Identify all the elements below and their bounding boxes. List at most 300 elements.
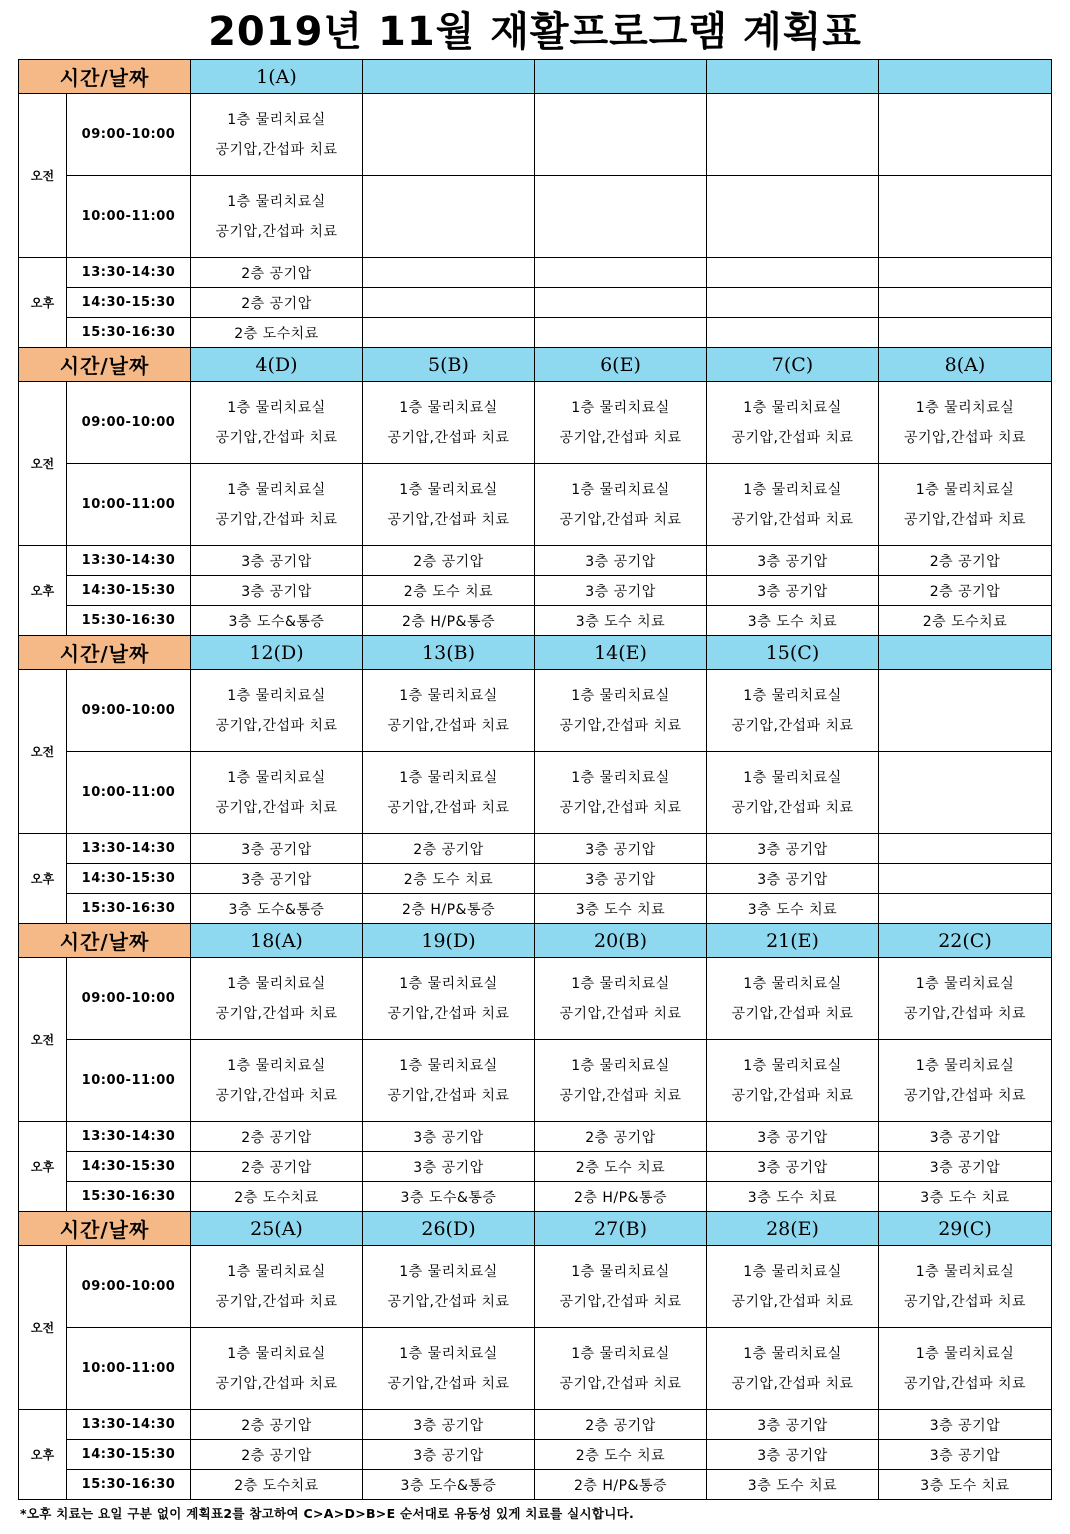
schedule-cell xyxy=(707,94,879,176)
schedule-cell: 3층 공기압 xyxy=(191,864,363,894)
date-cell: 28(E) xyxy=(707,1212,879,1246)
date-cell xyxy=(363,60,535,94)
date-cell: 26(D) xyxy=(363,1212,535,1246)
period-afternoon: 오후 xyxy=(19,834,67,924)
cell-location: 1층 물리치료실 xyxy=(743,1263,842,1280)
schedule-cell xyxy=(707,382,879,464)
schedule-cell xyxy=(191,94,363,176)
schedule-cell xyxy=(535,258,707,288)
afternoon-row xyxy=(19,258,1052,288)
cell-location: 1층 물리치료실 xyxy=(399,399,498,416)
morning-row xyxy=(19,752,1052,834)
date-cell: 22(C) xyxy=(879,924,1052,958)
schedule-cell xyxy=(879,288,1052,318)
schedule-cell xyxy=(707,288,879,318)
schedule-cell xyxy=(879,1246,1052,1328)
period-morning: 오전 xyxy=(19,94,67,258)
time-slot: 15:30-16:30 xyxy=(67,318,191,348)
schedule-cell: 3층 도수&통증 xyxy=(363,1182,535,1212)
cell-treatment: 공기압,간섭파 치료 xyxy=(559,1005,682,1022)
date-cell: 1(A) xyxy=(191,60,363,94)
schedule-cell xyxy=(191,464,363,546)
time-date-header: 시간/날짜 xyxy=(19,636,191,670)
time-date-header: 시간/날짜 xyxy=(19,924,191,958)
time-date-header: 시간/날짜 xyxy=(19,1212,191,1246)
cell-location: 1층 물리치료실 xyxy=(571,769,670,786)
cell-location: 1층 물리치료실 xyxy=(571,975,670,992)
time-slot: 15:30-16:30 xyxy=(67,606,191,636)
time-slot: 09:00-10:00 xyxy=(67,670,191,752)
cell-treatment: 공기압,간섭파 치료 xyxy=(387,511,510,528)
cell-location: 1층 물리치료실 xyxy=(915,1263,1015,1280)
week-header-row xyxy=(19,348,1052,382)
cell-location: 1층 물리치료실 xyxy=(571,399,670,416)
afternoon-row xyxy=(19,864,1052,894)
schedule-cell xyxy=(879,94,1052,176)
time-date-header: 시간/날짜 xyxy=(19,348,191,382)
cell-location: 1층 물리치료실 xyxy=(571,1263,670,1280)
schedule-cell: 2층 H/P&통증 xyxy=(363,606,535,636)
cell-treatment: 공기압,간섭파 치료 xyxy=(559,1293,682,1310)
cell-treatment: 공기압,간섭파 치료 xyxy=(559,717,682,734)
cell-treatment: 공기압,간섭파 치료 xyxy=(903,1293,1027,1310)
time-slot: 09:00-10:00 xyxy=(67,1246,191,1328)
cell-treatment: 공기압,간섭파 치료 xyxy=(387,1375,510,1392)
schedule-cell: 2층 도수치료 xyxy=(191,1182,363,1212)
period-morning: 오전 xyxy=(19,382,67,546)
schedule-cell xyxy=(879,670,1052,752)
schedule-cell xyxy=(363,752,535,834)
afternoon-row xyxy=(19,546,1052,576)
time-slot: 10:00-11:00 xyxy=(67,1328,191,1410)
morning-row xyxy=(19,464,1052,546)
schedule-cell xyxy=(191,176,363,258)
schedule-cell xyxy=(363,382,535,464)
schedule-cell xyxy=(363,258,535,288)
schedule-cell xyxy=(363,464,535,546)
schedule-cell xyxy=(879,318,1052,348)
date-cell xyxy=(535,60,707,94)
schedule-cell xyxy=(363,1040,535,1122)
schedule-cell: 2층 도수치료 xyxy=(191,1470,363,1500)
cell-treatment: 공기압,간섭파 치료 xyxy=(387,799,510,816)
time-slot: 14:30-15:30 xyxy=(67,288,191,318)
schedule-cell: 2층 공기압 xyxy=(535,1410,707,1440)
schedule-cell: 3층 공기압 xyxy=(535,864,707,894)
schedule-cell: 3층 공기압 xyxy=(707,864,879,894)
schedule-cell xyxy=(363,94,535,176)
morning-row xyxy=(19,382,1052,464)
afternoon-row xyxy=(19,834,1052,864)
cell-treatment: 공기압,간섭파 치료 xyxy=(559,799,682,816)
date-cell: 8(A) xyxy=(879,348,1052,382)
time-slot: 13:30-14:30 xyxy=(67,1410,191,1440)
cell-treatment: 공기압,간섭파 치료 xyxy=(559,511,682,528)
cell-treatment: 공기압,간섭파 치료 xyxy=(215,799,338,816)
cell-treatment: 공기압,간섭파 치료 xyxy=(387,1005,510,1022)
schedule-cell xyxy=(191,670,363,752)
schedule-cell xyxy=(535,176,707,258)
schedule-cell: 3층 공기압 xyxy=(707,1122,879,1152)
schedule-cell xyxy=(879,258,1052,288)
schedule-cell: 2층 공기압 xyxy=(535,1122,707,1152)
schedule-cell: 2층 도수치료 xyxy=(191,318,363,348)
cell-treatment: 공기압,간섭파 치료 xyxy=(387,1087,510,1104)
date-cell: 4(D) xyxy=(191,348,363,382)
schedule-cell: 3층 공기압 xyxy=(535,834,707,864)
date-cell xyxy=(707,60,879,94)
cell-location: 1층 물리치료실 xyxy=(743,1057,842,1074)
cell-location: 1층 물리치료실 xyxy=(915,1345,1015,1362)
cell-location: 1층 물리치료실 xyxy=(571,687,670,704)
afternoon-row xyxy=(19,894,1052,924)
schedule-cell xyxy=(879,176,1052,258)
cell-treatment: 공기압,간섭파 치료 xyxy=(731,717,854,734)
schedule-cell: 2층 H/P&통증 xyxy=(363,894,535,924)
schedule-cell xyxy=(879,1328,1052,1410)
cell-treatment: 공기압,간섭파 치료 xyxy=(731,1293,854,1310)
schedule-cell xyxy=(191,1328,363,1410)
schedule-cell xyxy=(191,752,363,834)
afternoon-row xyxy=(19,1470,1052,1500)
afternoon-row xyxy=(19,1440,1052,1470)
date-cell: 5(B) xyxy=(363,348,535,382)
schedule-cell xyxy=(707,752,879,834)
date-cell: 12(D) xyxy=(191,636,363,670)
date-cell: 27(B) xyxy=(535,1212,707,1246)
cell-location: 1층 물리치료실 xyxy=(227,1057,326,1074)
schedule-cell xyxy=(879,752,1052,834)
schedule-cell xyxy=(191,1040,363,1122)
schedule-cell: 2층 공기압 xyxy=(191,1410,363,1440)
schedule-cell xyxy=(363,1328,535,1410)
schedule-cell: 3층 도수 치료 xyxy=(535,606,707,636)
schedule-cell: 3층 공기압 xyxy=(191,576,363,606)
time-slot: 13:30-14:30 xyxy=(67,546,191,576)
cell-treatment: 공기압,간섭파 치료 xyxy=(903,1375,1027,1392)
schedule-cell: 3층 공기압 xyxy=(879,1122,1052,1152)
schedule-cell xyxy=(879,464,1052,546)
schedule-cell xyxy=(363,176,535,258)
schedule-cell: 3층 공기압 xyxy=(879,1440,1052,1470)
cell-treatment: 공기압,간섭파 치료 xyxy=(215,717,338,734)
schedule-cell xyxy=(191,958,363,1040)
time-slot: 15:30-16:30 xyxy=(67,1182,191,1212)
time-slot: 09:00-10:00 xyxy=(67,958,191,1040)
schedule-cell xyxy=(707,464,879,546)
schedule-cell: 3층 도수 치료 xyxy=(535,894,707,924)
schedule-cell xyxy=(191,1246,363,1328)
schedule-cell: 3층 공기압 xyxy=(191,546,363,576)
cell-treatment: 공기압,간섭파 치료 xyxy=(215,1005,338,1022)
date-cell: 20(B) xyxy=(535,924,707,958)
period-afternoon: 오후 xyxy=(19,1122,67,1212)
afternoon-row xyxy=(19,318,1052,348)
schedule-cell xyxy=(535,318,707,348)
schedule-cell: 3층 도수 치료 xyxy=(879,1470,1052,1500)
afternoon-row xyxy=(19,576,1052,606)
date-cell xyxy=(879,636,1052,670)
cell-location: 1층 물리치료실 xyxy=(227,481,326,498)
week-header-row xyxy=(19,60,1052,94)
schedule-cell: 3층 공기압 xyxy=(535,576,707,606)
schedule-cell: 2층 공기압 xyxy=(191,1152,363,1182)
morning-row xyxy=(19,94,1052,176)
schedule-cell: 2층 도수치료 xyxy=(879,606,1052,636)
cell-treatment: 공기압,간섭파 치료 xyxy=(215,141,338,158)
morning-row xyxy=(19,1040,1052,1122)
morning-row xyxy=(19,1246,1052,1328)
schedule-cell: 3층 도수&통증 xyxy=(191,606,363,636)
schedule-cell: 2층 H/P&통증 xyxy=(535,1182,707,1212)
cell-location: 1층 물리치료실 xyxy=(399,1057,498,1074)
schedule-cell xyxy=(363,288,535,318)
cell-treatment: 공기압,간섭파 치료 xyxy=(215,1293,338,1310)
cell-treatment: 공기압,간섭파 치료 xyxy=(215,1087,338,1104)
schedule-cell: 2층 공기압 xyxy=(879,546,1052,576)
afternoon-row xyxy=(19,1410,1052,1440)
schedule-cell: 2층 도수 치료 xyxy=(535,1440,707,1470)
schedule-cell: 2층 공기압 xyxy=(191,258,363,288)
cell-treatment: 공기압,간섭파 치료 xyxy=(731,799,854,816)
date-cell: 25(A) xyxy=(191,1212,363,1246)
schedule-cell xyxy=(707,318,879,348)
cell-location: 1층 물리치료실 xyxy=(743,1345,842,1362)
cell-location: 1층 물리치료실 xyxy=(227,975,326,992)
schedule-cell: 3층 공기압 xyxy=(879,1152,1052,1182)
cell-location: 1층 물리치료실 xyxy=(915,975,1015,992)
cell-treatment: 공기압,간섭파 치료 xyxy=(559,429,682,446)
cell-treatment: 공기압,간섭파 치료 xyxy=(731,1005,854,1022)
time-slot: 10:00-11:00 xyxy=(67,176,191,258)
date-cell: 21(E) xyxy=(707,924,879,958)
time-slot: 10:00-11:00 xyxy=(67,752,191,834)
schedule-cell xyxy=(191,382,363,464)
schedule-cell xyxy=(879,958,1052,1040)
schedule-cell: 3층 공기압 xyxy=(707,1440,879,1470)
schedule-cell: 2층 공기압 xyxy=(191,1122,363,1152)
date-cell: 15(C) xyxy=(707,636,879,670)
schedule-cell: 3층 공기압 xyxy=(535,546,707,576)
time-slot: 14:30-15:30 xyxy=(67,576,191,606)
week-header-row xyxy=(19,924,1052,958)
cell-location: 1층 물리치료실 xyxy=(227,111,326,128)
cell-treatment: 공기압,간섭파 치료 xyxy=(903,429,1027,446)
period-morning: 오전 xyxy=(19,670,67,834)
schedule-cell: 2층 도수 치료 xyxy=(363,576,535,606)
schedule-cell: 3층 공기압 xyxy=(707,546,879,576)
cell-location: 1층 물리치료실 xyxy=(227,769,326,786)
period-afternoon: 오후 xyxy=(19,258,67,348)
schedule-cell: 3층 도수&통증 xyxy=(191,894,363,924)
time-slot: 09:00-10:00 xyxy=(67,382,191,464)
cell-location: 1층 물리치료실 xyxy=(743,687,842,704)
time-slot: 15:30-16:30 xyxy=(67,894,191,924)
schedule-cell: 2층 H/P&통증 xyxy=(535,1470,707,1500)
schedule-cell xyxy=(535,94,707,176)
time-slot: 10:00-11:00 xyxy=(67,1040,191,1122)
schedule-cell xyxy=(535,464,707,546)
cell-treatment: 공기압,간섭파 치료 xyxy=(215,429,338,446)
cell-location: 1층 물리치료실 xyxy=(743,399,842,416)
week-header-row xyxy=(19,636,1052,670)
schedule-cell: 3층 공기압 xyxy=(363,1440,535,1470)
schedule-cell xyxy=(363,958,535,1040)
time-slot: 13:30-14:30 xyxy=(67,834,191,864)
schedule-cell: 3층 공기압 xyxy=(191,834,363,864)
cell-location: 1층 물리치료실 xyxy=(743,481,842,498)
cell-treatment: 공기압,간섭파 치료 xyxy=(731,429,854,446)
footnote: *오후 치료는 요일 구분 없이 계획표2를 참고하여 C>A>D>B>E 순서대로 유동성 있게 치료를 실시합니다. xyxy=(20,1506,635,1521)
morning-row xyxy=(19,958,1052,1040)
date-cell xyxy=(879,60,1052,94)
period-morning: 오전 xyxy=(19,1246,67,1410)
schedule-cell xyxy=(535,288,707,318)
time-slot: 14:30-15:30 xyxy=(67,864,191,894)
schedule-cell xyxy=(707,1040,879,1122)
schedule-cell xyxy=(535,752,707,834)
time-slot: 15:30-16:30 xyxy=(67,1470,191,1500)
schedule-cell: 3층 도수 치료 xyxy=(707,1470,879,1500)
cell-treatment: 공기압,간섭파 치료 xyxy=(903,511,1027,528)
morning-row xyxy=(19,176,1052,258)
cell-location: 1층 물리치료실 xyxy=(227,687,326,704)
period-afternoon: 오후 xyxy=(19,1410,67,1500)
cell-location: 1층 물리치료실 xyxy=(227,1263,326,1280)
cell-location: 1층 물리치료실 xyxy=(227,1345,326,1362)
cell-location: 1층 물리치료실 xyxy=(227,399,326,416)
date-cell: 18(A) xyxy=(191,924,363,958)
schedule-cell xyxy=(535,670,707,752)
schedule-cell: 3층 도수 치료 xyxy=(879,1182,1052,1212)
cell-treatment: 공기압,간섭파 치료 xyxy=(731,1087,854,1104)
schedule-cell: 3층 공기압 xyxy=(707,1410,879,1440)
afternoon-row xyxy=(19,1182,1052,1212)
date-cell: 6(E) xyxy=(535,348,707,382)
cell-treatment: 공기압,간섭파 치료 xyxy=(387,717,510,734)
cell-location: 1층 물리치료실 xyxy=(399,481,498,498)
date-cell: 13(B) xyxy=(363,636,535,670)
cell-treatment: 공기압,간섭파 치료 xyxy=(215,511,338,528)
schedule-cell xyxy=(707,176,879,258)
cell-location: 1층 물리치료실 xyxy=(915,481,1015,498)
cell-location: 1층 물리치료실 xyxy=(915,1057,1015,1074)
schedule-cell: 2층 공기압 xyxy=(191,1440,363,1470)
morning-row xyxy=(19,1328,1052,1410)
schedule-cell: 3층 공기압 xyxy=(363,1122,535,1152)
schedule-cell: 2층 공기압 xyxy=(363,546,535,576)
cell-location: 1층 물리치료실 xyxy=(915,399,1015,416)
schedule-cell xyxy=(363,318,535,348)
schedule-cell xyxy=(707,1328,879,1410)
cell-treatment: 공기압,간섭파 치료 xyxy=(215,223,338,240)
cell-location: 1층 물리치료실 xyxy=(227,193,326,210)
schedule-table xyxy=(18,59,1052,1500)
page-title: 2019년 11월 재활프로그램 계획표 xyxy=(208,9,862,55)
schedule-cell xyxy=(535,958,707,1040)
schedule-cell xyxy=(879,382,1052,464)
afternoon-row xyxy=(19,1122,1052,1152)
cell-location: 1층 물리치료실 xyxy=(399,1263,498,1280)
schedule-cell: 2층 공기압 xyxy=(191,288,363,318)
schedule-cell xyxy=(535,1246,707,1328)
schedule-cell xyxy=(707,1246,879,1328)
time-slot: 13:30-14:30 xyxy=(67,1122,191,1152)
schedule-cell: 3층 도수&통증 xyxy=(363,1470,535,1500)
week-header-row xyxy=(19,1212,1052,1246)
morning-row xyxy=(19,670,1052,752)
schedule-cell: 3층 공기압 xyxy=(363,1152,535,1182)
cell-location: 1층 물리치료실 xyxy=(399,975,498,992)
date-cell: 14(E) xyxy=(535,636,707,670)
cell-location: 1층 물리치료실 xyxy=(399,769,498,786)
cell-treatment: 공기압,간섭파 치료 xyxy=(387,1293,510,1310)
schedule-cell xyxy=(879,894,1052,924)
schedule-cell: 3층 공기압 xyxy=(363,1410,535,1440)
cell-treatment: 공기압,간섭파 치료 xyxy=(903,1005,1027,1022)
schedule-cell: 3층 공기압 xyxy=(879,1410,1052,1440)
schedule-cell xyxy=(879,1040,1052,1122)
schedule-cell xyxy=(535,382,707,464)
schedule-cell: 3층 도수 치료 xyxy=(707,1182,879,1212)
cell-location: 1층 물리치료실 xyxy=(743,975,842,992)
schedule-cell: 2층 공기압 xyxy=(363,834,535,864)
schedule-cell: 3층 공기압 xyxy=(707,1152,879,1182)
cell-location: 1층 물리치료실 xyxy=(399,1345,498,1362)
cell-location: 1층 물리치료실 xyxy=(399,687,498,704)
cell-treatment: 공기압,간섭파 치료 xyxy=(731,511,854,528)
cell-location: 1층 물리치료실 xyxy=(571,1345,670,1362)
schedule-cell xyxy=(707,958,879,1040)
schedule-cell xyxy=(707,670,879,752)
schedule-cell: 2층 공기압 xyxy=(879,576,1052,606)
schedule-cell xyxy=(879,864,1052,894)
schedule-cell: 3층 공기압 xyxy=(707,834,879,864)
date-cell: 7(C) xyxy=(707,348,879,382)
schedule-cell: 3층 공기압 xyxy=(707,576,879,606)
schedule-cell xyxy=(707,258,879,288)
time-slot: 13:30-14:30 xyxy=(67,258,191,288)
schedule-cell xyxy=(535,1328,707,1410)
cell-treatment: 공기압,간섭파 치료 xyxy=(731,1375,854,1392)
cell-location: 1층 물리치료실 xyxy=(571,481,670,498)
schedule-cell: 3층 도수 치료 xyxy=(707,894,879,924)
time-slot: 14:30-15:30 xyxy=(67,1440,191,1470)
date-cell: 19(D) xyxy=(363,924,535,958)
cell-location: 1층 물리치료실 xyxy=(743,769,842,786)
cell-treatment: 공기압,간섭파 치료 xyxy=(215,1375,338,1392)
cell-treatment: 공기압,간섭파 치료 xyxy=(559,1087,682,1104)
time-date-header: 시간/날짜 xyxy=(19,60,191,94)
cell-treatment: 공기압,간섭파 치료 xyxy=(903,1087,1027,1104)
period-afternoon: 오후 xyxy=(19,546,67,636)
schedule-cell xyxy=(879,834,1052,864)
schedule-cell xyxy=(363,670,535,752)
cell-location: 1층 물리치료실 xyxy=(571,1057,670,1074)
time-slot: 10:00-11:00 xyxy=(67,464,191,546)
cell-treatment: 공기압,간섭파 치료 xyxy=(559,1375,682,1392)
cell-treatment: 공기압,간섭파 치료 xyxy=(387,429,510,446)
afternoon-row xyxy=(19,606,1052,636)
date-cell: 29(C) xyxy=(879,1212,1052,1246)
time-slot: 14:30-15:30 xyxy=(67,1152,191,1182)
schedule-cell: 3층 도수 치료 xyxy=(707,606,879,636)
time-slot: 09:00-10:00 xyxy=(67,94,191,176)
schedule-cell: 2층 도수 치료 xyxy=(535,1152,707,1182)
period-morning: 오전 xyxy=(19,958,67,1122)
afternoon-row xyxy=(19,288,1052,318)
schedule-cell xyxy=(535,1040,707,1122)
